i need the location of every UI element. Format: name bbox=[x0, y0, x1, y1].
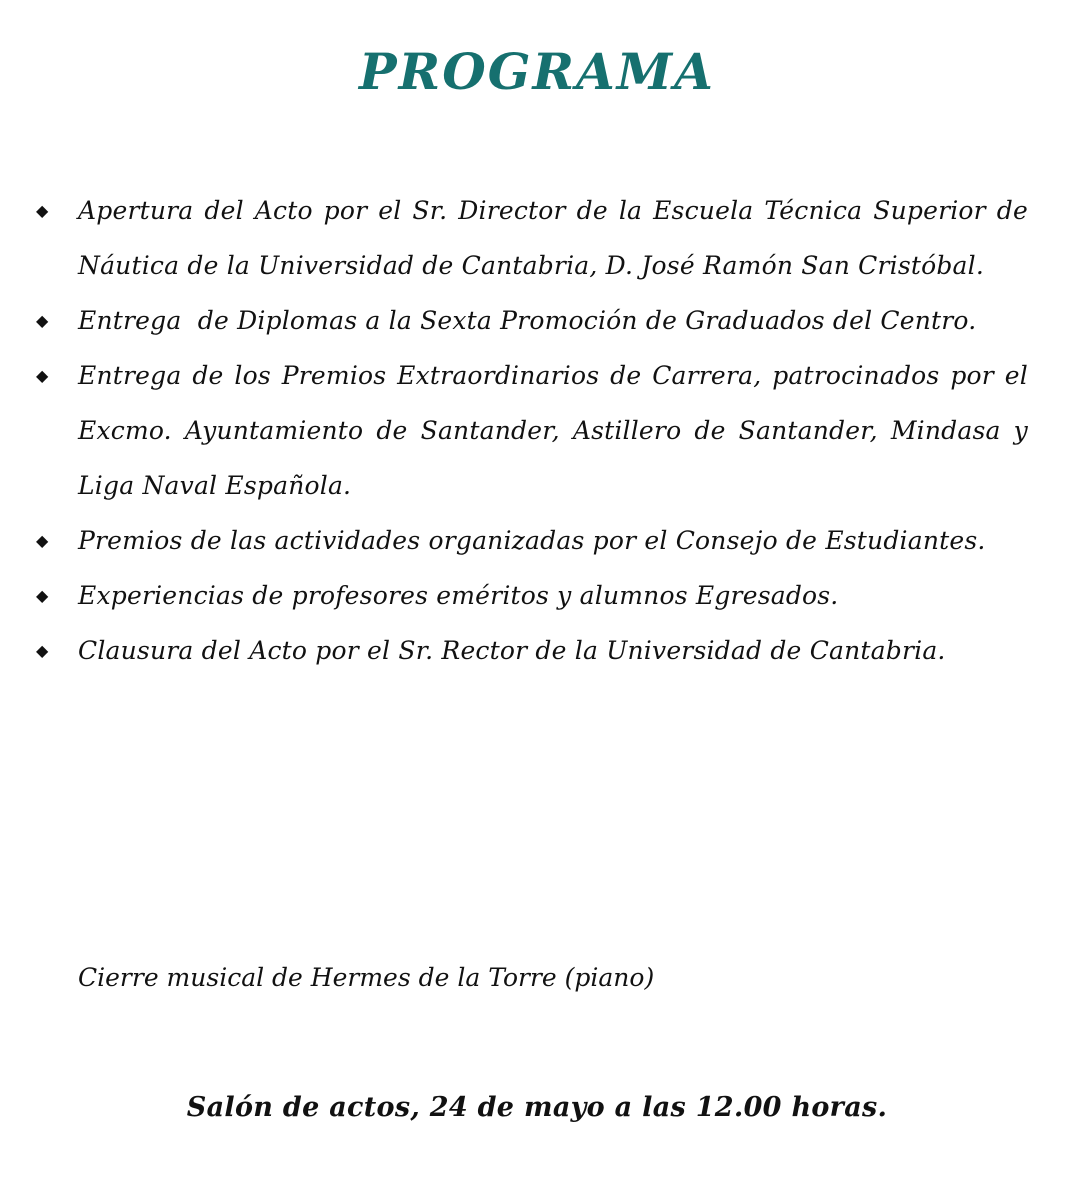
page-title: PROGRAMA bbox=[359, 42, 715, 101]
venue-date-footer: Salón de actos, 24 de mayo a las 12.00 horas. bbox=[186, 1092, 888, 1123]
agenda-item-text: Apertura del Acto por el Sr. Director de la Escuela Técnica Superior de Náutica de la Universidad de Cantabria, D. José Ramón San Cristóbal. bbox=[78, 196, 1028, 280]
agenda-item bbox=[32, 183, 1028, 293]
musical-closing-note: Cierre musical de Hermes de la Torre (piano) bbox=[78, 963, 655, 992]
diamond-bullet-icon: ◆ bbox=[36, 201, 49, 220]
agenda-list bbox=[32, 183, 1028, 678]
diamond-bullet-icon: ◆ bbox=[36, 586, 49, 605]
agenda-item bbox=[32, 348, 1028, 513]
diamond-bullet-icon: ◆ bbox=[36, 531, 49, 550]
diamond-bullet-icon: ◆ bbox=[36, 641, 49, 660]
agenda-item-text: Entrega de Diplomas a la Sexta Promoción de Graduados del Centro. bbox=[78, 306, 977, 335]
diamond-bullet-icon: ◆ bbox=[36, 311, 49, 330]
agenda-item-text: Clausura del Acto por el Sr. Rector de la Universidad de Cantabria. bbox=[78, 636, 946, 665]
agenda-item bbox=[32, 623, 1028, 678]
agenda-item-text: Premios de las actividades organizadas por el Consejo de Estudiantes. bbox=[78, 526, 986, 555]
agenda-item bbox=[32, 293, 1028, 348]
agenda-item-text: Experiencias de profesores eméritos y alumnos Egresados. bbox=[78, 581, 839, 610]
agenda-item-text: Entrega de los Premios Extraordinarios de Carrera, patrocinados por el Excmo. Ayuntamiento de Santander, Astillero de Santander, Mindasa y Liga Naval Española. bbox=[78, 361, 1028, 500]
agenda-item bbox=[32, 568, 1028, 623]
agenda-item bbox=[32, 513, 1028, 568]
diamond-bullet-icon: ◆ bbox=[36, 366, 49, 385]
